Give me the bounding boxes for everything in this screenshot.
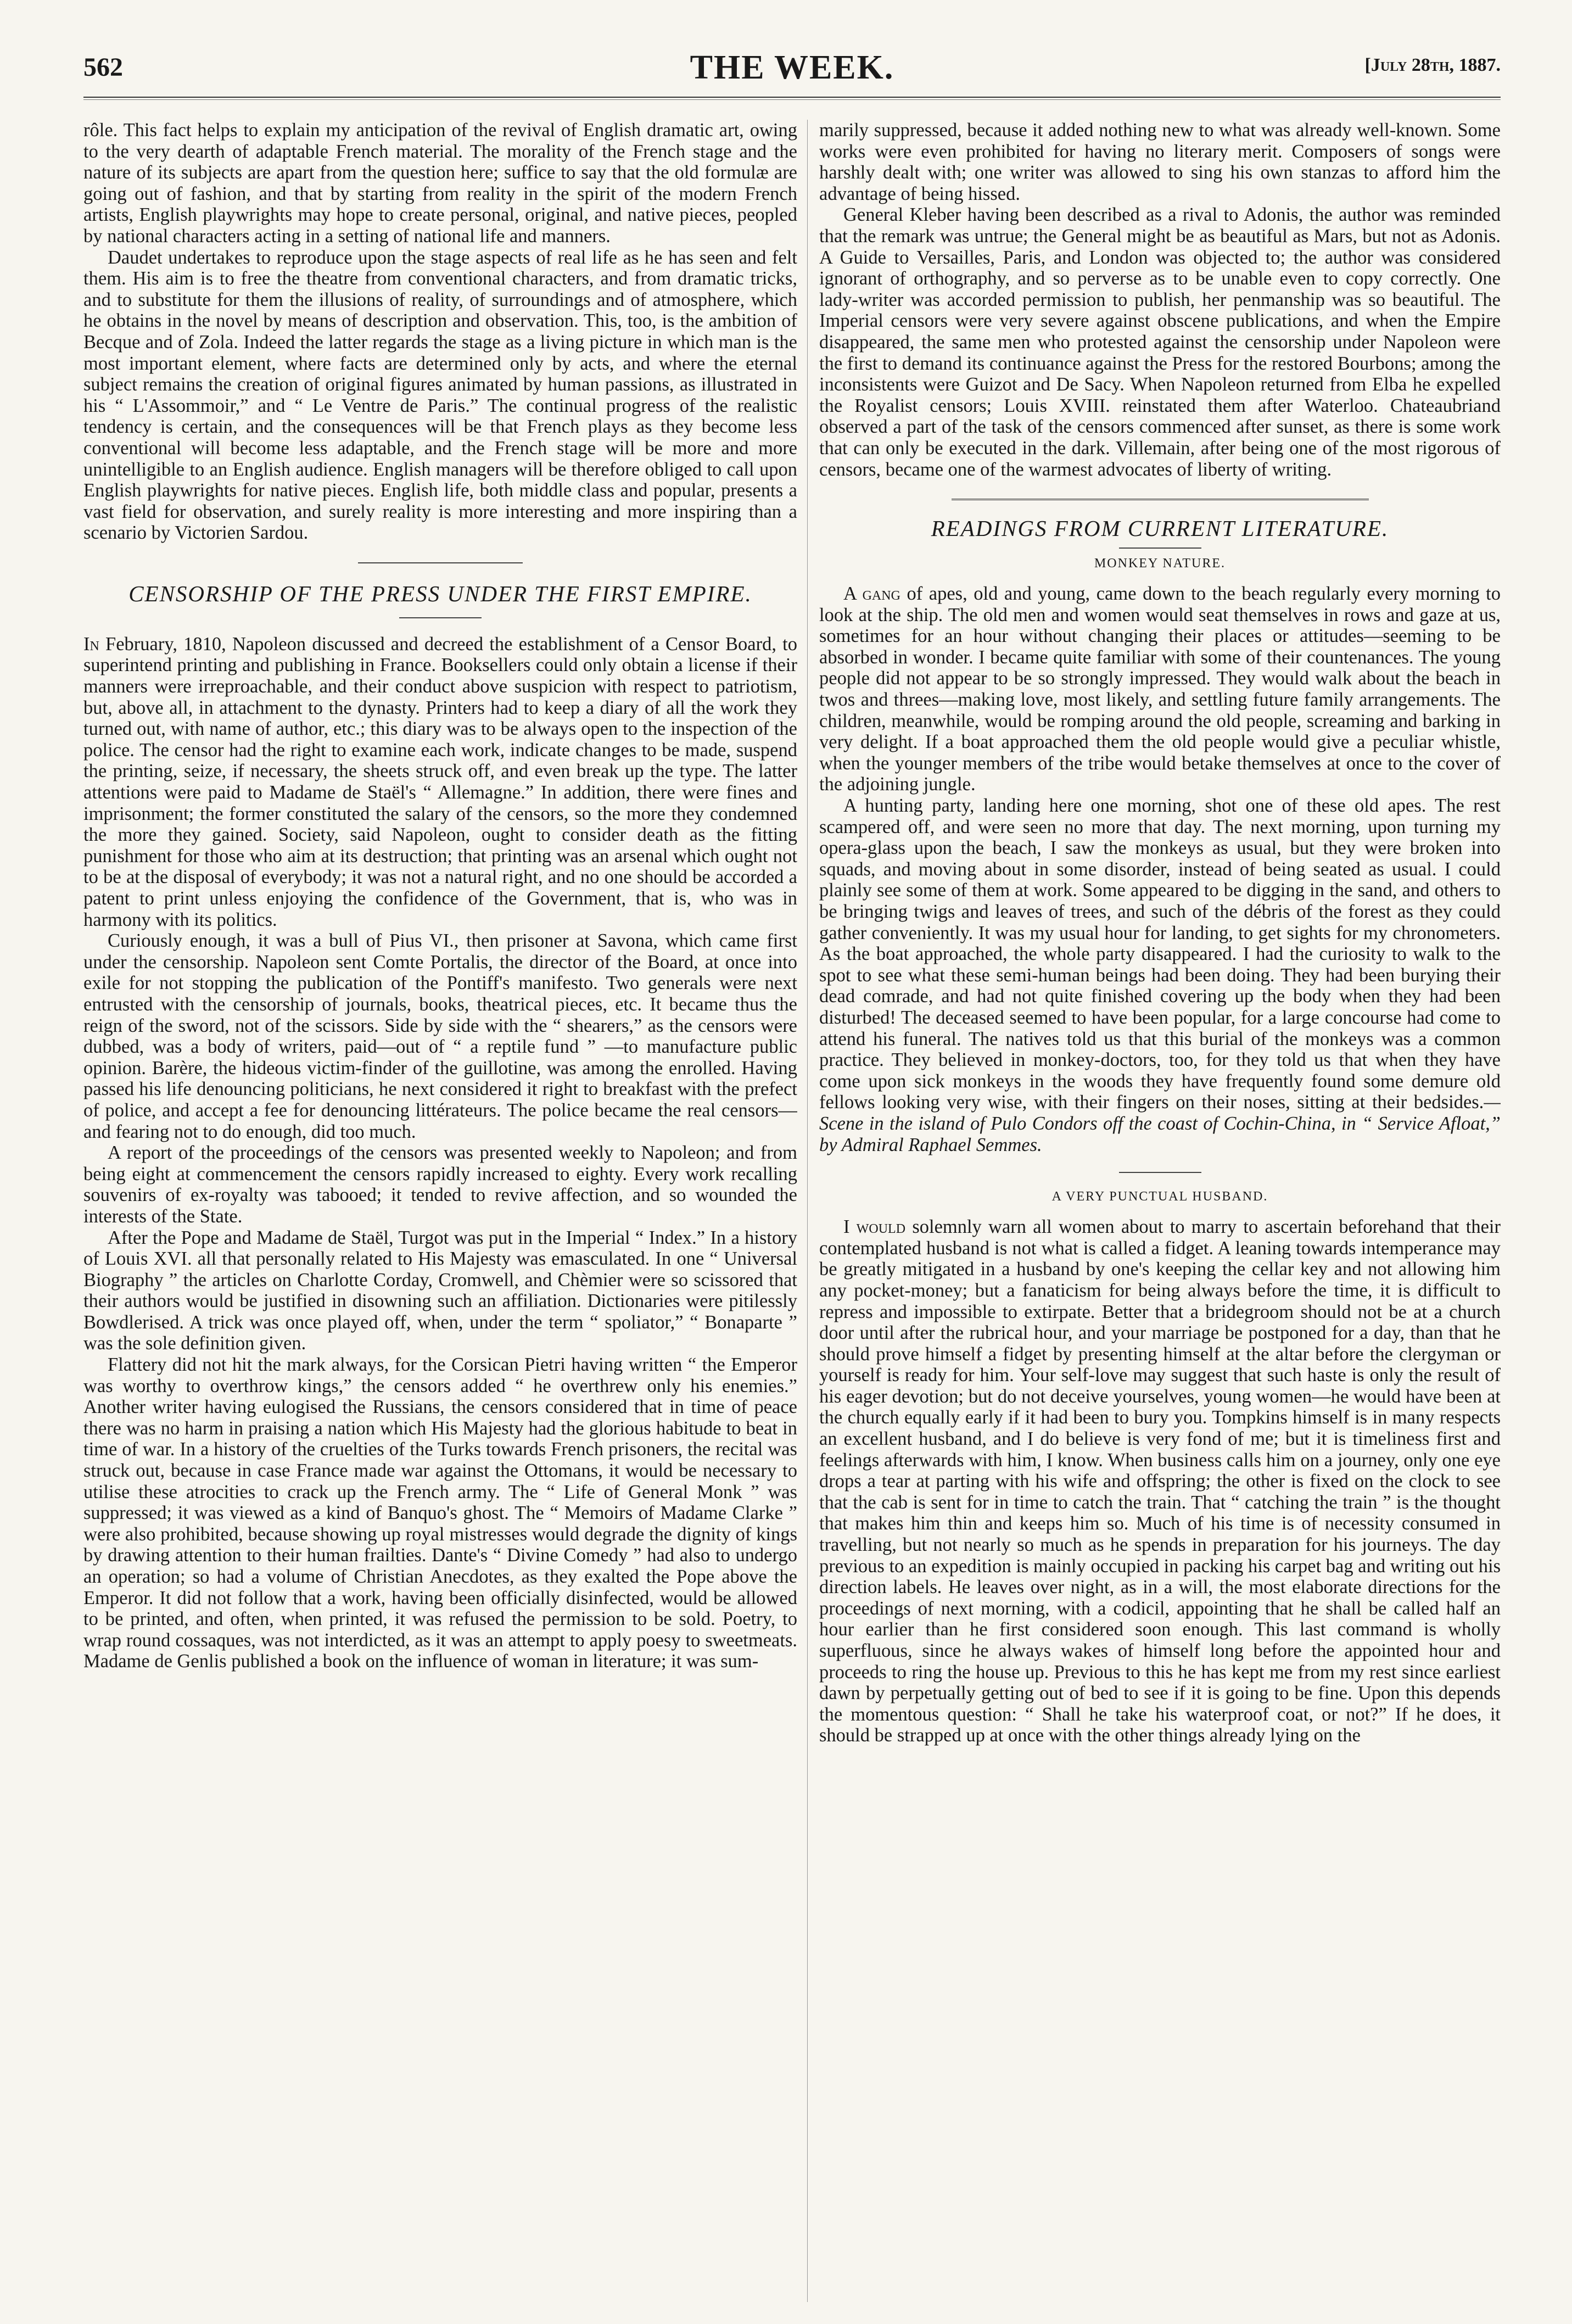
issue-date: [July 28th, 1887.	[1364, 55, 1501, 75]
heading-rule	[399, 617, 482, 618]
paragraph-text: February, 1810, Napoleon discussed and decreed the establishment of a Censor Board, to superintend printing and publishing in France. Booksellers could only obtain a license if their manners were irreproachable, and their conduct above suspicion with respect to patriotism, but, above all, in attachment to the dynasty. Printers had to keep a diary of all the work they turned out, with name of author, etc.; this diary was to be always open to the inspection of the police. The censor had the right to examine each work, indicate changes to be made, suspend the printing, seize, if necessary, the sheets struck off, and even break up the type. The latter attentions were paid to Madame de Staël's “ Allemagne.” In addition, there were fines and imprisonment; the former constituted the salary of the censors, so the more they condemned the more they gained. Society, said Napoleon, ought to consider death as the fitting punishment for those who aim at its destruction; that printing was an arsenal which ought not to be at the disposal of everybody; it was not a natural right, and no one should be accorded a patent to print unless enjoying the confidence of the Government, that is, who was in harmony with its politics.	[83, 633, 797, 930]
right-column	[819, 120, 1501, 2302]
source-citation: —Scene in the island of Pulo Condors off the coast of Cochin-China, in “ Service Afloat,” by Admiral Raphael Semmes.	[819, 1092, 1501, 1155]
paragraph-hunting	[819, 795, 1501, 1155]
drop-lead: A gang	[843, 583, 900, 605]
columns	[83, 120, 1501, 2302]
paragraph-flattery: Flattery did not hit the mark always, for the Corsican Pietri having written “ the Emperor was worthy to overthrow kings,” the censors added “ he overthrew only his enemies.” Another writer having eulogised the Russians, the censors considered that in time of peace there was no harm in praising a nation which His Majesty had the glorious habitude to beat in time of war. In a history of the cruelties of the Turks towards French prisoners, the recital was struck out, because in case France made war against the Ottomans, it would be necessary to utilise these atrocities to crack up the French army. The “ Life of General Monk ” was suppressed; it was viewed as a kind of Banquo's ghost. The “ Memoirs of Madame Clarke ” were also prohibited, because showing up royal mistresses would degrade the dignity of kings by drawing attention to their human frailties. Dante's “ Divine Comedy ” had also to undergo an operation; so had a volume of Christian Anecdotes, as they exalted the Pope above the Emperor. It did not follow that a work, having been officially disinfected, would be allowed to be printed, and often, when printed, it was refused the permission to be sold. Poetry, to wrap round cossaques, was not interdicted, as it was an attempt to apply poesy to sweetmeats. Madame de Genlis published a book on the influence of woman in literature; it was sum-	[83, 1354, 797, 1672]
paragraph-censor-board	[83, 634, 797, 930]
left-column	[83, 120, 797, 2302]
section-separator	[952, 499, 1369, 500]
paragraph-turgot: After the Pope and Madame de Staël, Turgot was put in the Imperial “ Index.” In a history of Louis XVI. all that personally related to His Majesty was emasculated. In one “ Universal Biography ” the articles on Charlotte Corday, Cromwell, and Chèmier were so scissored that their authors would be justified in disowning such an affiliation. Dictionaries were pitilessly Bowdlerised. A trick was once played off, when, under the term “ spoliator,” “ Bonaparte ” was the sole definition given.	[83, 1227, 797, 1354]
paragraph-husband	[819, 1216, 1501, 1746]
paragraph-suppressed: marily suppressed, because it added nothing new to what was already well-known. Some works were even prohibited for having no literary merit. Composers of songs were harshly dealt with; one writer was allowed to sing his own stanzas to afford him the advantage of being hissed.	[819, 120, 1501, 204]
paragraph-role: rôle. This fact helps to explain my anticipation of the revival of English dramatic art, owing to the very dearth of adaptable French material. The morality of the French stage and the nature of its subjects are apart from the question here; suffice to say that the old formulæ are going out of fashion, and that by starting from reality in the spirit of the modern French artists, English playwrights may hope to create personal, original, and native pieces, peopled by national characters acting in a setting of national life and manners.	[83, 120, 797, 247]
paragraph-report: A report of the proceedings of the censors was presented weekly to Napoleon; and from being eight at commencement the censors rapidly increased to eighty. Every work recalling souvenirs of ex-royalty was tabooed; it tended to revive affection, and so wounded the interests of the State.	[83, 1142, 797, 1227]
drop-lead: I would	[843, 1216, 906, 1238]
publication-title: THE WEEK.	[690, 49, 894, 86]
heading-rule	[1119, 548, 1201, 549]
drop-lead: In	[83, 633, 99, 655]
header-rule	[83, 97, 1501, 100]
section-separator	[1119, 1172, 1201, 1173]
article-heading-readings: READINGS FROM CURRENT LITERATURE.	[931, 516, 1389, 541]
page-number: 562	[83, 53, 123, 82]
article-heading-censorship: CENSORSHIP OF THE PRESS UNDER THE FIRST EMPIRE.	[128, 580, 752, 606]
section-separator	[358, 562, 523, 563]
paragraph-text: solemnly warn all women about to marry to ascertain beforehand that their contemplated husband is not what is called a fidget. A leaning towards intemperance may be greatly mitigated in a husband by one's keeping the cellar key and not allowing him any pocket-money; but a fanaticism for being always before the time, it is difficult to repress and impossible to extirpate. Better that a bridegroom should not be at a church door until after the rubrical hour, and your marriage be postponed for a day, than that he should prove himself a fidget by presenting himself at the altar before the clergyman or yourself is ready for him. Your self-love may suggest that such haste is only the result of his eager devotion; but do not deceive yourselves, young women—he would have been at the church equally early if it had been to bury you. Tompkins himself is in many respects an excellent husband, and I do believe is very fond of me; but it is timeliness first and feelings afterwards with him, I know. When business calls him on a journey, only one eye drops a tear at parting with his wife and offspring; the other is fixed on the clock to see that the cab is sent for in time to catch the train. That “ catching the train ” is the thought that makes him thin and keeps him so. Much of his time is of necessity consumed in travelling, but not nearly so much as he spends in preparation for his journeys. The day previous to an expedition is mainly occupied in packing his carpet bag and writing out his direction labels. He leaves over night, as in a will, the most elaborate directions for the proceedings of next morning, with a codicil, appointing that he shall be called half an hour earlier than he first considered soon enough. This last command is wholly superfluous, since he always wakes of himself long before the appointed hour and proceeds to ring the house up. Previous to this he has kept me from my rest since earliest dawn by perpetually getting out of bed to see if it is going to be fine. Upon this depends the momentous question: “ Shall he take his waterproof coat, or not?” If he does, it should be strapped up at once with the other things already lying on the	[819, 1216, 1501, 1746]
paragraph-apes	[819, 583, 1501, 795]
subheading-husband: A VERY PUNCTUAL HUSBAND.	[1051, 1189, 1268, 1204]
column-divider	[807, 120, 808, 2302]
paragraph-text: A hunting party, landing here one morning, shot one of these old apes. The rest scampered off, and were seen no more that day. The next morning, upon turning my opera-glass upon the beach, I saw the monkeys as usual, but they were broken into squads, and moving about in some disorder, instead of being seated as usual. I could plainly see some of them at work. Some appeared to be digging in the sand, and others to be bringing twigs and leaves of trees, and such of the débris of the forest as they could gather conveniently. It was my usual hour for landing, to get sights for my chronometers. As the boat approached, the whole party disappeared. I had the curiosity to walk to the spot to see what these semi-human beings had been doing. They had been burying their dead comrade, and had not quite finished covering up the body when they had been disturbed! The deceased seemed to have been popular, for a large concourse had come to attend his funeral. The natives told us that this burial of the monkeys was a common practice. They believed in monkey-doctors, too, for they told us that when they have come upon sick monkeys in the woods they have frequently found some demure old fellows looking very wise, with their fingers on their noses, sitting at their bedsides.	[819, 795, 1501, 1113]
paragraph-daudet: Daudet undertakes to reproduce upon the stage aspects of real life as he has seen and felt them. His aim is to free the theatre from conventional characters, and from dramatic tricks, and to substitute for them the illusions of reality, of surroundings and of atmosphere, which he obtains in the novel by means of description and observation. This, too, is the ambition of Becque and of Zola. Indeed the latter regards the stage as a living picture in which man is the most important element, where facts are determined only by acts, and where the eternal subject remains the creation of original figures animated by human passions, as illustrated in his “ L'Assommoir,” and “ Le Ventre de Paris.” The continual progress of the realistic tendency is certain, and the consequences will be that French plays as they become less conventional will become less adaptable, and the French stage will be more and more unintelligible to an English audience. English managers will be therefore obliged to call upon English playwrights for native pieces. English life, both middle class and popular, presents a vast field for observation, and surely reality is more interesting and more inspiring than a scenario by Victorien Sardou.	[83, 247, 797, 544]
masthead	[83, 0, 1501, 99]
paragraph-pius: Curiously enough, it was a bull of Pius VI., then prisoner at Savona, which came first under the censorship. Napoleon sent Comte Portalis, the director of the Board, at once into exile for not stopping the publication of the Pontiff's manifesto. Two generals were next entrusted with the censorship of journals, books, theatrical pieces, etc. It became thus the reign of the sword, not of the scissors. Side by side with the “ shearers,” as the censors were dubbed, was a body of writers, paid—out of “ a reptile fund ” —to manufacture public opinion. Barère, the hideous victim-finder of the guillotine, was among the enrolled. Having passed his life denouncing politicians, he next considered it right to breakfast with the prefect of police, and accept a fee for denouncing littérateurs. The police became the real censors—and fearing not to do enough, did too much.	[83, 930, 797, 1142]
paragraph-kleber: General Kleber having been described as a rival to Adonis, the author was reminded that the remark was untrue; the General might be as beautiful as Mars, but not as Adonis. A Guide to Versailles, Paris, and London was objected to; the author was considered ignorant of orthography, and so perverse as to be unable even to copy correctly. One lady-writer was accorded permission to publish, her penmanship was so beautiful. The Imperial censors were very severe against obscene publications, and when the Empire disappeared, the same men who protested against the censorship under Napoleon were the first to demand its continuance against the Press for the restored Bourbons; among the inconsistents were Guizot and De Sacy. When Napoleon returned from Elba he expelled the Royalist censors; Louis XVIII. reinstated them after Waterloo. Chateaubriand observed a part of the task of the censors commenced after sunset, as there is some work that can only be executed in the dark. Villemain, after being one of the most rigorous of censors, became one of the warmest advocates of liberty of writing.	[819, 204, 1501, 480]
subheading-monkey: MONKEY NATURE.	[1094, 556, 1226, 571]
paragraph-text: of apes, old and young, came down to the beach regularly every morning to look at the ship. The old men and women would seat themselves in rows and gaze at us, sometimes for an hour without changing their places or attitudes—seeming to be absorbed in wonder. I became quite familiar with some of their countenances. The young people did not appear to be so strongly impressed. They would walk about the beach in twos and threes—making love, most likely, and settling future family arrangements. The children, meanwhile, would be romping around the old people, screaming and barking in very delight. If a boat approached them the old people would give a peculiar whistle, when the younger members of the tribe would betake themselves at once to the cover of the adjoining jungle.	[819, 583, 1501, 795]
